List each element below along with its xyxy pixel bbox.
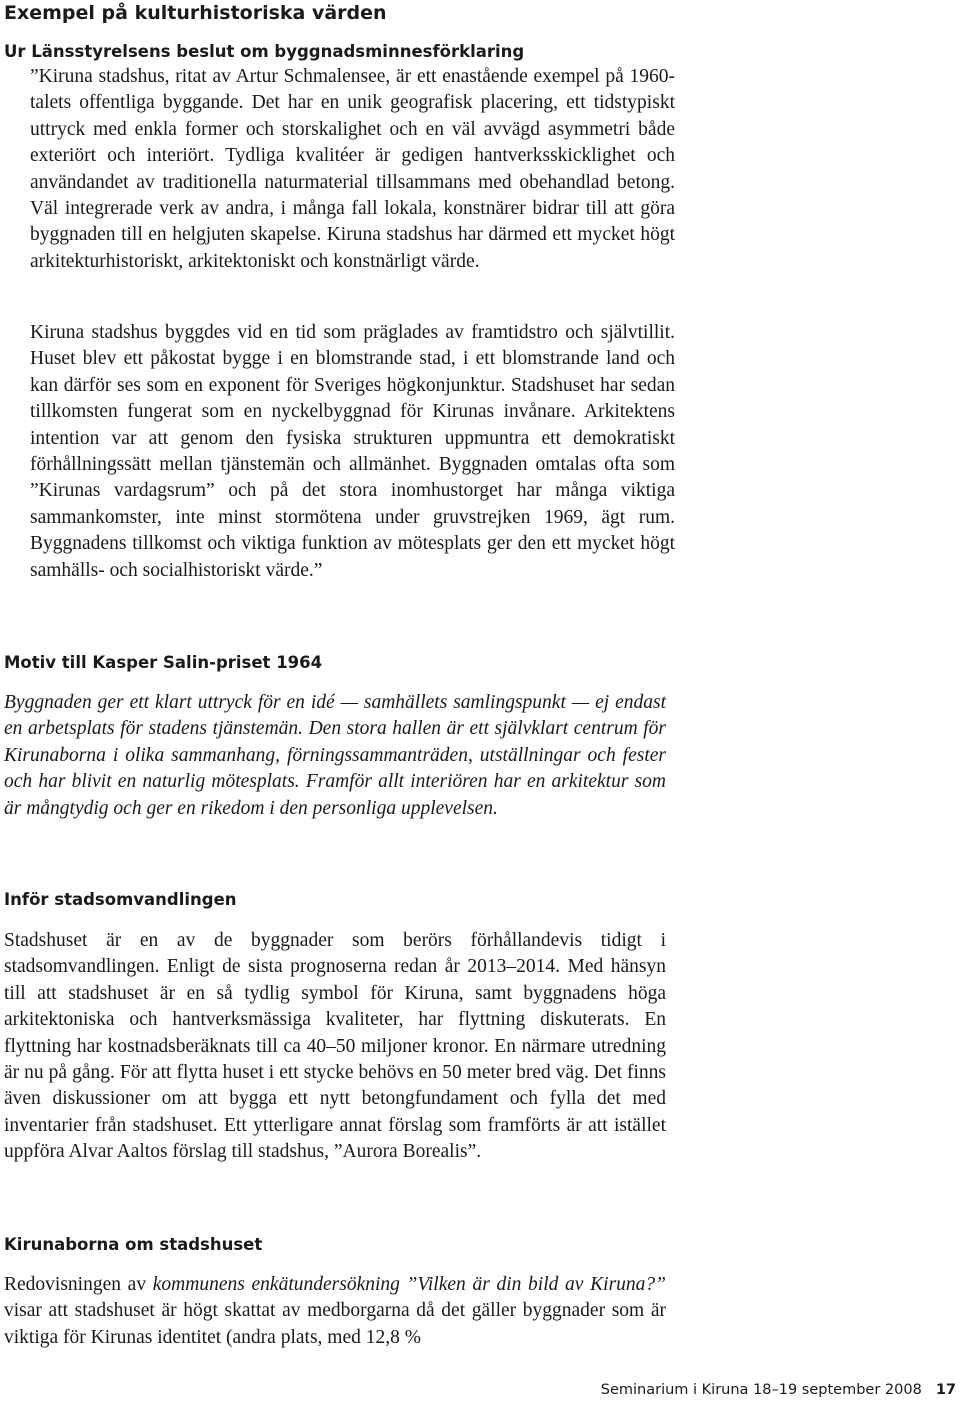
page-number: 17 xyxy=(935,1382,956,1398)
kirunaborna-intro: Redovisningen av xyxy=(4,1274,147,1295)
quote-paragraph-1: ”Kiruna stadshus, ritat av Artur Schmalensee, är ett enastående exempel på 1960-talets offentliga byggande. Det har en unik geografisk placering, ett tidstypiskt uttryck med enkla former och storskalighet och en väl avvägd asymmetri både exteriört och interiört. Tydliga kvalitéer är gedigen hantverksskicklighet och användandet av traditionella naturmaterial tillsammans med obehandlad betong. Väl integrerade verk av andra, i många fall lokala, konstnärer bidrar till att göra byggnaden till en helgjuten skapelse. Kiruna stadshus har därmed ett mycket högt arkitekturhistoriskt, arkitektoniskt och konstnärligt värde. xyxy=(30,66,675,272)
page-title: Exempel på kulturhistoriska värden xyxy=(4,2,387,24)
section-heading-lansstyrelsen: Ur Länsstyrelsens beslut om byggnadsminnesförklaring xyxy=(4,42,525,61)
page-footer xyxy=(600,1381,956,1399)
section-heading-stadsomvandlingen: Inför stadsomvandlingen xyxy=(4,890,237,909)
kirunaborna-rest: visar att stadshuset är högt skattat av medborgarna då det gäller byggnader som är viktiga för Kirunas identitet (andra plats, med 12,8 % xyxy=(4,1300,666,1348)
prize-motivation-paragraph: Byggnaden ger ett klart uttryck för en idé — samhällets samlingspunkt — ej endast en arbetsplats för stadens tjänstemän. Den stora hallen är ett självklart centrum för Kirunaborna i olika sammanhang, förningssammanträden, utställningar och fester och har blivit en naturlig mötesplats. Framför allt interiören har en arkitektur som är mångtydig och ger en rikedom i den personliga upplevelsen. xyxy=(4,692,666,819)
footer-label: Seminarium i Kiruna 18–19 september 2008 xyxy=(600,1382,922,1398)
quote-paragraph-2: Kiruna stadshus byggdes vid en tid som präglades av framtidstro och självtillit. Huset blev ett påkostat bygge i en blomstrande stad, i ett blomstrande land och kan därför ses som en exponent för Sveriges högkonjunktur. Stadshuset har sedan tillkomsten fungerat som en nyckelbyggnad för Kirunas invånare. Arkitektens intention var att genom den fysiska strukturen uppmuntra ett demokratiskt förhållningssätt mellan tjänstemän och allmänhet. Byggnaden omtalas ofta som ”Kirunas vardagsrum” och på det stora inomhustorget har många viktiga sammankomster, inte minst stormötena under gruvstrejken 1969, ägt rum. Byggnadens tillkomst och viktiga funktion av mötesplats ger den ett mycket högt samhälls- och socialhistoriskt värde.” xyxy=(30,322,675,581)
section-heading-kirunaborna: Kirunaborna om stadshuset xyxy=(4,1235,263,1254)
kirunaborna-survey-title: kommunens enkätundersökning ”Vilken är din bild av Kiruna?” xyxy=(152,1274,666,1295)
stadsomvandlingen-paragraph: Stadshuset är en av de byggnader som berörs förhållandevis tidigt i stadsomvandlingen. Enligt de sista prognoserna redan år 2013–2014. Med hänsyn till att stadshuset är en så tydlig symbol för Kiruna, samt byggnadens höga arkitektoniska och hantverksmässiga kvaliteter, har flyttning diskuterats. En flyttning har kostnadsberäknats till ca 40–50 miljoner kronor. En närmare utredning är nu på gång. För att flytta huset i ett stycke behövs en 50 meter bred väg. Det finns även diskussioner om att bygga ett nytt betongfundament och fylla det med inventarier från stadshuset. Ett ytterligare annat förslag som framförts är att istället uppföra Alvar Aaltos förslag till stadshus, ”Aurora Borealis”. xyxy=(4,930,666,1163)
kirunaborna-paragraph xyxy=(4,1272,666,1351)
section-heading-kasper-salin: Motiv till Kasper Salin-priset 1964 xyxy=(4,653,323,672)
